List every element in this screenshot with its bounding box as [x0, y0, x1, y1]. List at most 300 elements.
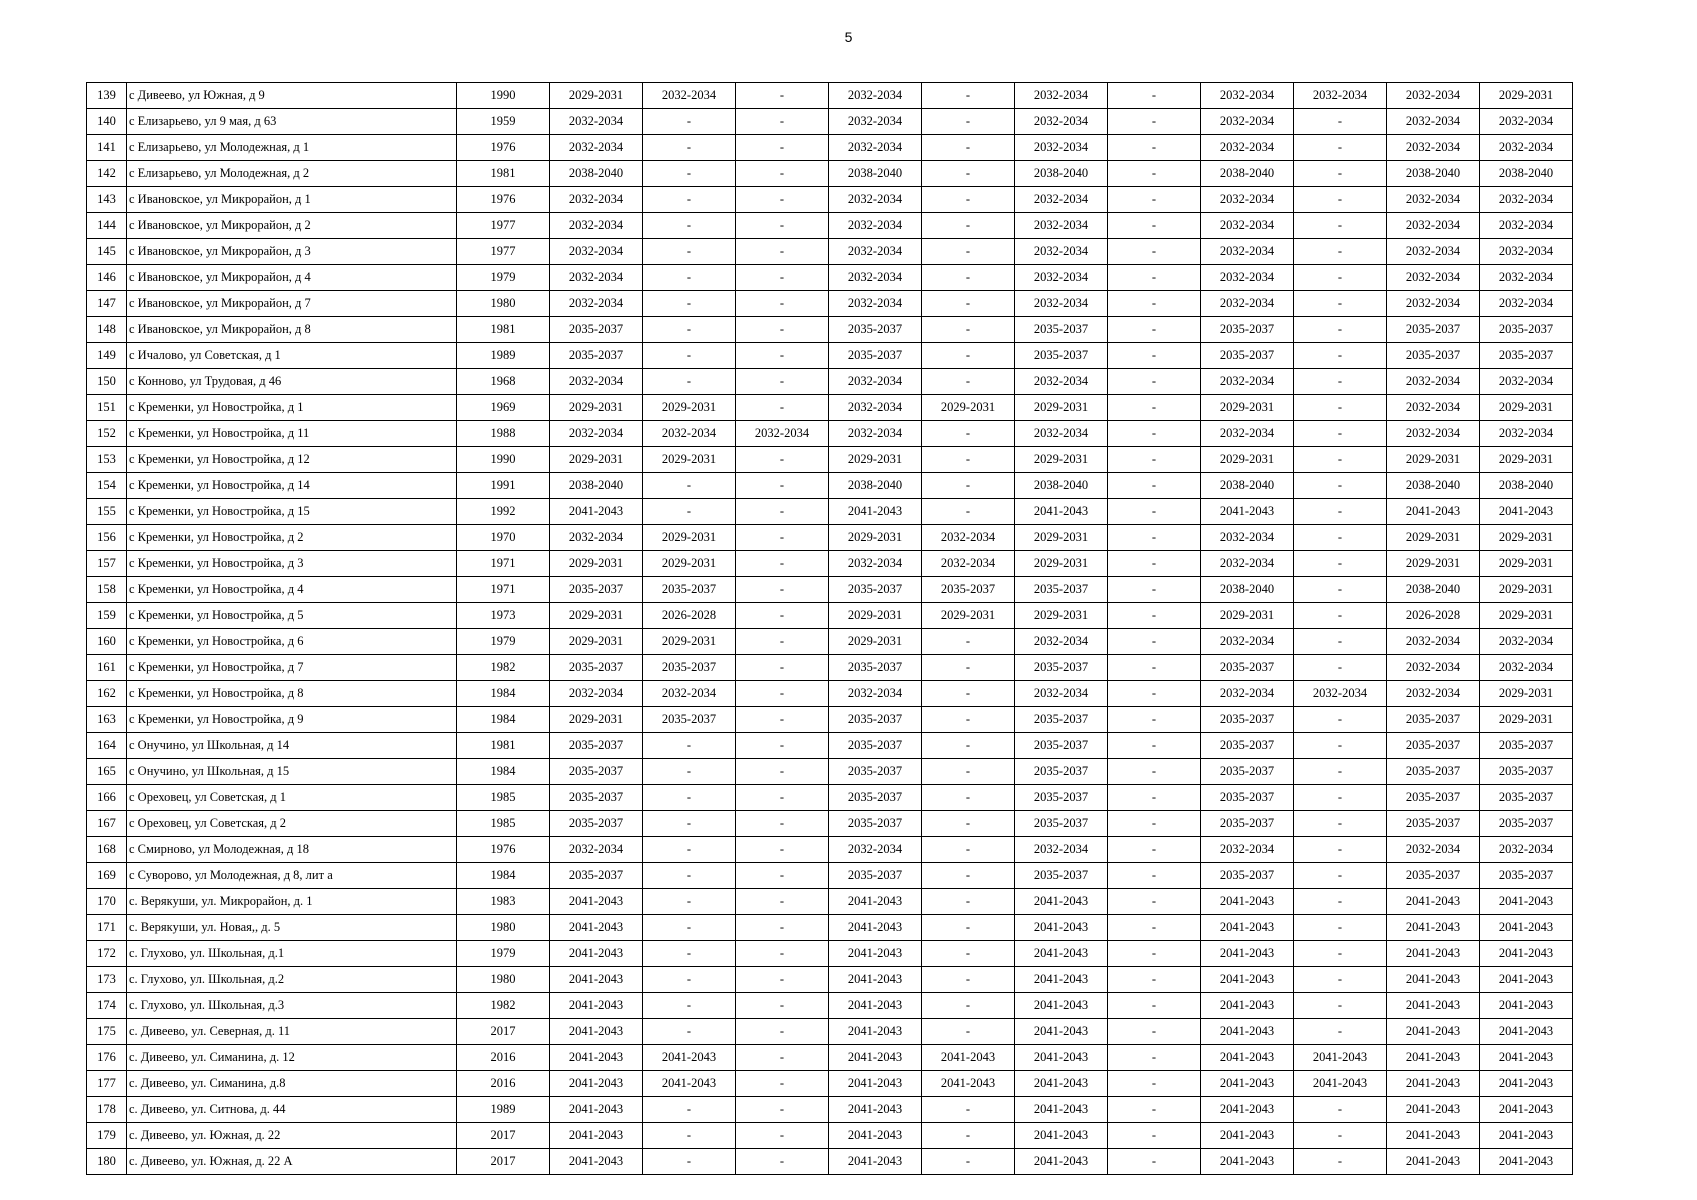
cell-work-period-3: - [736, 941, 829, 967]
cell-work-period-5: - [922, 499, 1015, 525]
cell-work-period-7: - [1108, 239, 1201, 265]
cell-work-period-3: - [736, 239, 829, 265]
cell-build-year: 1976 [457, 187, 550, 213]
table-row [87, 369, 1573, 395]
cell-work-period-7: - [1108, 1019, 1201, 1045]
cell-work-period-4: 2032-2034 [829, 291, 922, 317]
cell-work-period-6: 2041-2043 [1015, 967, 1108, 993]
cell-work-period-11: 2029-2031 [1480, 707, 1573, 733]
cell-work-period-10: 2032-2034 [1387, 291, 1480, 317]
cell-row-number: 165 [87, 759, 127, 785]
cell-work-period-1: 2032-2034 [550, 421, 643, 447]
cell-work-period-1: 2032-2034 [550, 525, 643, 551]
cell-work-period-10: 2038-2040 [1387, 473, 1480, 499]
cell-work-period-3: - [736, 629, 829, 655]
cell-work-period-8: 2035-2037 [1201, 811, 1294, 837]
cell-work-period-7: - [1108, 759, 1201, 785]
cell-row-number: 166 [87, 785, 127, 811]
cell-work-period-4: 2029-2031 [829, 447, 922, 473]
cell-work-period-11: 2041-2043 [1480, 1045, 1573, 1071]
cell-work-period-3: - [736, 655, 829, 681]
cell-work-period-1: 2032-2034 [550, 681, 643, 707]
cell-address: с. Глухово, ул. Школьная, д.2 [127, 967, 457, 993]
cell-work-period-10: 2032-2034 [1387, 239, 1480, 265]
table-row [87, 395, 1573, 421]
cell-row-number: 164 [87, 733, 127, 759]
cell-work-period-1: 2035-2037 [550, 733, 643, 759]
cell-work-period-4: 2035-2037 [829, 707, 922, 733]
cell-work-period-6: 2035-2037 [1015, 343, 1108, 369]
cell-work-period-4: 2041-2043 [829, 1045, 922, 1071]
cell-work-period-10: 2032-2034 [1387, 265, 1480, 291]
cell-work-period-2: - [643, 993, 736, 1019]
cell-work-period-11: 2041-2043 [1480, 1149, 1573, 1175]
cell-work-period-2: - [643, 265, 736, 291]
cell-work-period-8: 2041-2043 [1201, 499, 1294, 525]
cell-work-period-11: 2038-2040 [1480, 161, 1573, 187]
cell-work-period-5: - [922, 785, 1015, 811]
table-row [87, 655, 1573, 681]
cell-work-period-8: 2032-2034 [1201, 265, 1294, 291]
cell-work-period-6: 2041-2043 [1015, 499, 1108, 525]
cell-work-period-3: - [736, 759, 829, 785]
cell-work-period-7: - [1108, 369, 1201, 395]
table-row [87, 421, 1573, 447]
cell-work-period-10: 2035-2037 [1387, 811, 1480, 837]
cell-work-period-6: 2029-2031 [1015, 603, 1108, 629]
cell-work-period-1: 2035-2037 [550, 317, 643, 343]
cell-work-period-8: 2038-2040 [1201, 161, 1294, 187]
cell-address: с Ивановское, ул Микрорайон, д 4 [127, 265, 457, 291]
cell-work-period-2: - [643, 317, 736, 343]
cell-work-period-6: 2038-2040 [1015, 473, 1108, 499]
cell-address: с Елизарьево, ул Молодежная, д 1 [127, 135, 457, 161]
cell-work-period-6: 2032-2034 [1015, 369, 1108, 395]
cell-work-period-11: 2029-2031 [1480, 681, 1573, 707]
cell-work-period-8: 2035-2037 [1201, 733, 1294, 759]
cell-work-period-10: 2041-2043 [1387, 1071, 1480, 1097]
cell-work-period-11: 2041-2043 [1480, 967, 1573, 993]
cell-work-period-11: 2032-2034 [1480, 213, 1573, 239]
cell-work-period-9: - [1294, 265, 1387, 291]
table-row [87, 317, 1573, 343]
cell-work-period-8: 2029-2031 [1201, 603, 1294, 629]
cell-work-period-5: - [922, 889, 1015, 915]
cell-work-period-2: - [643, 941, 736, 967]
cell-work-period-9: - [1294, 447, 1387, 473]
cell-work-period-8: 2041-2043 [1201, 1045, 1294, 1071]
cell-work-period-2: - [643, 473, 736, 499]
cell-build-year: 1980 [457, 967, 550, 993]
cell-row-number: 157 [87, 551, 127, 577]
cell-build-year: 1990 [457, 83, 550, 109]
cell-work-period-7: - [1108, 317, 1201, 343]
cell-address: с Ивановское, ул Микрорайон, д 2 [127, 213, 457, 239]
cell-work-period-3: - [736, 837, 829, 863]
cell-work-period-8: 2041-2043 [1201, 1097, 1294, 1123]
cell-work-period-8: 2041-2043 [1201, 993, 1294, 1019]
cell-work-period-9: - [1294, 603, 1387, 629]
cell-work-period-4: 2041-2043 [829, 1149, 922, 1175]
cell-work-period-8: 2035-2037 [1201, 759, 1294, 785]
cell-work-period-6: 2041-2043 [1015, 1019, 1108, 1045]
cell-work-period-8: 2032-2034 [1201, 629, 1294, 655]
cell-work-period-6: 2029-2031 [1015, 551, 1108, 577]
cell-work-period-1: 2035-2037 [550, 343, 643, 369]
cell-work-period-11: 2035-2037 [1480, 785, 1573, 811]
cell-work-period-2: - [643, 109, 736, 135]
cell-work-period-11: 2029-2031 [1480, 551, 1573, 577]
cell-build-year: 1981 [457, 317, 550, 343]
cell-work-period-7: - [1108, 837, 1201, 863]
cell-work-period-7: - [1108, 421, 1201, 447]
cell-work-period-3: - [736, 161, 829, 187]
cell-work-period-2: - [643, 733, 736, 759]
cell-work-period-8: 2041-2043 [1201, 1019, 1294, 1045]
cell-work-period-8: 2041-2043 [1201, 1123, 1294, 1149]
cell-work-period-2: - [643, 1019, 736, 1045]
cell-work-period-6: 2029-2031 [1015, 525, 1108, 551]
cell-work-period-10: 2035-2037 [1387, 317, 1480, 343]
cell-row-number: 177 [87, 1071, 127, 1097]
cell-work-period-8: 2035-2037 [1201, 863, 1294, 889]
table-row [87, 785, 1573, 811]
cell-work-period-11: 2038-2040 [1480, 473, 1573, 499]
cell-work-period-4: 2032-2034 [829, 187, 922, 213]
table-row [87, 993, 1573, 1019]
cell-build-year: 1973 [457, 603, 550, 629]
cell-work-period-4: 2041-2043 [829, 1019, 922, 1045]
cell-work-period-6: 2041-2043 [1015, 993, 1108, 1019]
cell-row-number: 161 [87, 655, 127, 681]
table-body [87, 83, 1573, 1175]
cell-work-period-9: - [1294, 317, 1387, 343]
cell-build-year: 1969 [457, 395, 550, 421]
cell-work-period-1: 2035-2037 [550, 811, 643, 837]
cell-work-period-11: 2032-2034 [1480, 421, 1573, 447]
cell-work-period-1: 2035-2037 [550, 759, 643, 785]
cell-address: с Ивановское, ул Микрорайон, д 8 [127, 317, 457, 343]
cell-work-period-7: - [1108, 1071, 1201, 1097]
cell-work-period-11: 2032-2034 [1480, 837, 1573, 863]
cell-build-year: 1981 [457, 733, 550, 759]
cell-work-period-11: 2035-2037 [1480, 811, 1573, 837]
cell-work-period-2: - [643, 811, 736, 837]
cell-row-number: 150 [87, 369, 127, 395]
cell-work-period-8: 2041-2043 [1201, 1149, 1294, 1175]
cell-work-period-8: 2032-2034 [1201, 109, 1294, 135]
table-row [87, 681, 1573, 707]
cell-work-period-10: 2035-2037 [1387, 343, 1480, 369]
cell-work-period-7: - [1108, 135, 1201, 161]
cell-row-number: 160 [87, 629, 127, 655]
cell-work-period-6: 2035-2037 [1015, 707, 1108, 733]
cell-work-period-3: - [736, 525, 829, 551]
cell-work-period-2: - [643, 499, 736, 525]
cell-work-period-9: - [1294, 369, 1387, 395]
cell-work-period-5: - [922, 135, 1015, 161]
cell-work-period-5: - [922, 993, 1015, 1019]
cell-work-period-6: 2035-2037 [1015, 811, 1108, 837]
cell-row-number: 171 [87, 915, 127, 941]
cell-work-period-8: 2032-2034 [1201, 239, 1294, 265]
cell-address: с Смирново, ул Молодежная, д 18 [127, 837, 457, 863]
cell-work-period-3: - [736, 603, 829, 629]
cell-work-period-6: 2032-2034 [1015, 239, 1108, 265]
cell-work-period-4: 2041-2043 [829, 967, 922, 993]
cell-work-period-3: - [736, 811, 829, 837]
table-row [87, 1149, 1573, 1175]
cell-build-year: 1979 [457, 941, 550, 967]
cell-work-period-2: - [643, 135, 736, 161]
cell-work-period-7: - [1108, 707, 1201, 733]
cell-work-period-10: 2041-2043 [1387, 1019, 1480, 1045]
cell-work-period-8: 2041-2043 [1201, 967, 1294, 993]
cell-work-period-8: 2029-2031 [1201, 395, 1294, 421]
cell-work-period-11: 2032-2034 [1480, 629, 1573, 655]
cell-work-period-3: - [736, 707, 829, 733]
cell-address: с. Дивеево, ул. Южная, д. 22 [127, 1123, 457, 1149]
cell-work-period-11: 2035-2037 [1480, 733, 1573, 759]
cell-work-period-11: 2032-2034 [1480, 655, 1573, 681]
cell-work-period-10: 2032-2034 [1387, 83, 1480, 109]
cell-work-period-1: 2032-2034 [550, 291, 643, 317]
cell-work-period-5: - [922, 629, 1015, 655]
cell-work-period-3: - [736, 499, 829, 525]
table-row [87, 577, 1573, 603]
cell-work-period-10: 2029-2031 [1387, 525, 1480, 551]
cell-work-period-9: - [1294, 1149, 1387, 1175]
cell-work-period-7: - [1108, 1045, 1201, 1071]
cell-work-period-2: - [643, 837, 736, 863]
cell-row-number: 143 [87, 187, 127, 213]
cell-build-year: 1976 [457, 837, 550, 863]
cell-address: с Кременки, ул Новостройка, д 4 [127, 577, 457, 603]
cell-work-period-2: - [643, 187, 736, 213]
cell-work-period-6: 2041-2043 [1015, 941, 1108, 967]
cell-work-period-10: 2038-2040 [1387, 577, 1480, 603]
cell-work-period-5: - [922, 967, 1015, 993]
cell-work-period-2: - [643, 343, 736, 369]
cell-work-period-11: 2029-2031 [1480, 603, 1573, 629]
cell-work-period-3: - [736, 265, 829, 291]
cell-work-period-11: 2041-2043 [1480, 1123, 1573, 1149]
cell-work-period-1: 2029-2031 [550, 447, 643, 473]
cell-work-period-6: 2041-2043 [1015, 1045, 1108, 1071]
table-row [87, 239, 1573, 265]
cell-work-period-3: - [736, 551, 829, 577]
cell-work-period-8: 2038-2040 [1201, 577, 1294, 603]
cell-address: с Кременки, ул Новостройка, д 14 [127, 473, 457, 499]
cell-work-period-8: 2041-2043 [1201, 915, 1294, 941]
cell-work-period-9: - [1294, 395, 1387, 421]
cell-build-year: 1968 [457, 369, 550, 395]
cell-work-period-11: 2029-2031 [1480, 447, 1573, 473]
cell-work-period-11: 2041-2043 [1480, 499, 1573, 525]
cell-work-period-1: 2032-2034 [550, 837, 643, 863]
cell-build-year: 2017 [457, 1019, 550, 1045]
cell-work-period-6: 2032-2034 [1015, 265, 1108, 291]
cell-work-period-5: - [922, 473, 1015, 499]
cell-work-period-1: 2032-2034 [550, 213, 643, 239]
cell-work-period-9: - [1294, 109, 1387, 135]
cell-work-period-7: - [1108, 499, 1201, 525]
cell-work-period-2: 2035-2037 [643, 577, 736, 603]
cell-work-period-11: 2041-2043 [1480, 915, 1573, 941]
cell-address: с Ореховец, ул Советская, д 2 [127, 811, 457, 837]
cell-work-period-6: 2041-2043 [1015, 1149, 1108, 1175]
cell-work-period-2: - [643, 863, 736, 889]
cell-work-period-4: 2035-2037 [829, 655, 922, 681]
cell-work-period-9: 2041-2043 [1294, 1045, 1387, 1071]
cell-row-number: 147 [87, 291, 127, 317]
cell-work-period-4: 2032-2034 [829, 213, 922, 239]
cell-work-period-10: 2035-2037 [1387, 785, 1480, 811]
cell-work-period-10: 2032-2034 [1387, 681, 1480, 707]
cell-work-period-1: 2041-2043 [550, 1071, 643, 1097]
cell-address: с Кременки, ул Новостройка, д 8 [127, 681, 457, 707]
cell-work-period-6: 2035-2037 [1015, 785, 1108, 811]
cell-build-year: 1989 [457, 343, 550, 369]
cell-work-period-11: 2035-2037 [1480, 863, 1573, 889]
cell-work-period-2: - [643, 759, 736, 785]
cell-work-period-11: 2029-2031 [1480, 577, 1573, 603]
cell-work-period-2: - [643, 161, 736, 187]
cell-work-period-3: - [736, 187, 829, 213]
cell-work-period-2: 2035-2037 [643, 655, 736, 681]
cell-work-period-5: - [922, 941, 1015, 967]
cell-work-period-3: - [736, 967, 829, 993]
cell-work-period-8: 2032-2034 [1201, 551, 1294, 577]
cell-build-year: 1977 [457, 213, 550, 239]
cell-work-period-5: 2041-2043 [922, 1045, 1015, 1071]
cell-work-period-1: 2029-2031 [550, 629, 643, 655]
cell-work-period-8: 2032-2034 [1201, 421, 1294, 447]
cell-work-period-9: - [1294, 473, 1387, 499]
cell-work-period-4: 2035-2037 [829, 759, 922, 785]
table-row [87, 1045, 1573, 1071]
cell-work-period-10: 2029-2031 [1387, 551, 1480, 577]
cell-address: с Ореховец, ул Советская, д 1 [127, 785, 457, 811]
cell-work-period-7: - [1108, 187, 1201, 213]
repair-schedule-table [86, 82, 1573, 1175]
cell-work-period-10: 2038-2040 [1387, 161, 1480, 187]
table-row [87, 1097, 1573, 1123]
cell-work-period-7: - [1108, 265, 1201, 291]
cell-address: с Кременки, ул Новостройка, д 9 [127, 707, 457, 733]
cell-address: с. Глухово, ул. Школьная, д.3 [127, 993, 457, 1019]
cell-work-period-6: 2029-2031 [1015, 395, 1108, 421]
table-row [87, 1019, 1573, 1045]
cell-work-period-6: 2032-2034 [1015, 837, 1108, 863]
cell-work-period-2: - [643, 1123, 736, 1149]
cell-work-period-3: - [736, 733, 829, 759]
cell-work-period-2: 2029-2031 [643, 447, 736, 473]
cell-work-period-3: - [736, 213, 829, 239]
table-row [87, 525, 1573, 551]
table-row [87, 213, 1573, 239]
cell-work-period-3: 2032-2034 [736, 421, 829, 447]
table-row [87, 343, 1573, 369]
cell-work-period-2: - [643, 1097, 736, 1123]
cell-work-period-6: 2032-2034 [1015, 629, 1108, 655]
cell-row-number: 169 [87, 863, 127, 889]
cell-work-period-5: - [922, 733, 1015, 759]
cell-work-period-2: 2026-2028 [643, 603, 736, 629]
cell-work-period-9: - [1294, 551, 1387, 577]
cell-work-period-11: 2041-2043 [1480, 941, 1573, 967]
cell-row-number: 140 [87, 109, 127, 135]
cell-work-period-8: 2035-2037 [1201, 317, 1294, 343]
cell-work-period-7: - [1108, 655, 1201, 681]
cell-work-period-9: - [1294, 811, 1387, 837]
cell-work-period-9: 2032-2034 [1294, 83, 1387, 109]
cell-work-period-8: 2032-2034 [1201, 291, 1294, 317]
cell-build-year: 1991 [457, 473, 550, 499]
cell-work-period-5: - [922, 655, 1015, 681]
cell-work-period-7: - [1108, 83, 1201, 109]
cell-work-period-2: - [643, 889, 736, 915]
cell-work-period-5: - [922, 759, 1015, 785]
cell-work-period-4: 2041-2043 [829, 1071, 922, 1097]
cell-row-number: 148 [87, 317, 127, 343]
cell-work-period-5: - [922, 837, 1015, 863]
cell-work-period-5: - [922, 1019, 1015, 1045]
cell-work-period-3: - [736, 863, 829, 889]
cell-row-number: 170 [87, 889, 127, 915]
cell-work-period-9: - [1294, 889, 1387, 915]
cell-work-period-2: - [643, 967, 736, 993]
cell-work-period-5: - [922, 915, 1015, 941]
cell-address: с Ивановское, ул Микрорайон, д 3 [127, 239, 457, 265]
table-row [87, 447, 1573, 473]
cell-address: с Онучино, ул Школьная, д 14 [127, 733, 457, 759]
cell-work-period-8: 2032-2034 [1201, 135, 1294, 161]
cell-work-period-8: 2041-2043 [1201, 941, 1294, 967]
cell-work-period-1: 2041-2043 [550, 1149, 643, 1175]
cell-work-period-4: 2041-2043 [829, 499, 922, 525]
cell-work-period-10: 2041-2043 [1387, 499, 1480, 525]
cell-work-period-10: 2041-2043 [1387, 967, 1480, 993]
cell-work-period-10: 2035-2037 [1387, 863, 1480, 889]
cell-work-period-8: 2032-2034 [1201, 837, 1294, 863]
cell-work-period-1: 2041-2043 [550, 1019, 643, 1045]
cell-work-period-7: - [1108, 889, 1201, 915]
cell-work-period-8: 2032-2034 [1201, 213, 1294, 239]
cell-work-period-4: 2029-2031 [829, 603, 922, 629]
cell-work-period-9: - [1294, 915, 1387, 941]
cell-work-period-1: 2041-2043 [550, 915, 643, 941]
cell-work-period-4: 2032-2034 [829, 135, 922, 161]
cell-work-period-2: 2032-2034 [643, 681, 736, 707]
cell-address: с Конново, ул Трудовая, д 46 [127, 369, 457, 395]
cell-work-period-5: - [922, 707, 1015, 733]
cell-work-period-4: 2032-2034 [829, 395, 922, 421]
cell-work-period-5: - [922, 863, 1015, 889]
cell-work-period-4: 2035-2037 [829, 577, 922, 603]
cell-work-period-11: 2032-2034 [1480, 109, 1573, 135]
table-row [87, 187, 1573, 213]
cell-work-period-10: 2041-2043 [1387, 1149, 1480, 1175]
cell-work-period-1: 2029-2031 [550, 551, 643, 577]
cell-work-period-5: - [922, 1123, 1015, 1149]
cell-work-period-9: - [1294, 941, 1387, 967]
cell-work-period-11: 2041-2043 [1480, 1071, 1573, 1097]
table-row [87, 863, 1573, 889]
cell-address: с Кременки, ул Новостройка, д 7 [127, 655, 457, 681]
cell-work-period-1: 2032-2034 [550, 187, 643, 213]
cell-work-period-5: - [922, 811, 1015, 837]
